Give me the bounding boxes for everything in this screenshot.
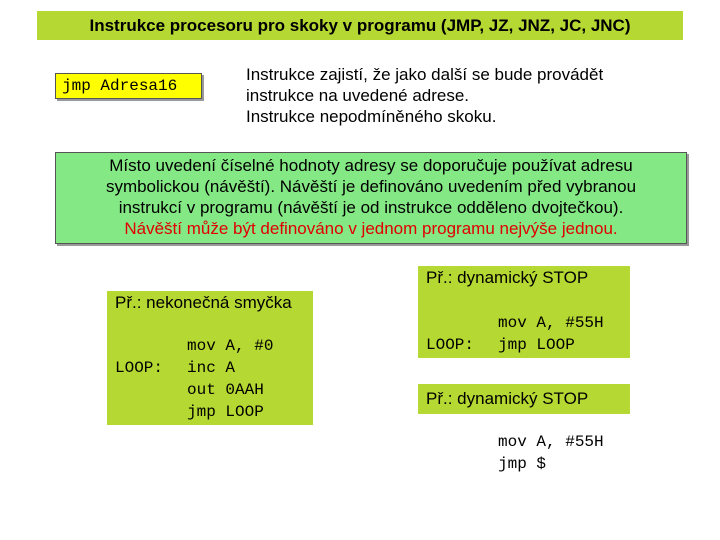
code-line: jmp LOOP [187,403,264,421]
description-line: Instrukce nepodmíněného skoku. [246,107,497,126]
code-line: mov A, #0 [187,337,274,355]
code-line: mov A, #55H [498,314,604,332]
page-title: Instrukce procesoru pro skoky v programu (JMP, JZ, JNZ, JC, JNC) [37,11,683,40]
note-line: symbolickou (návěští). Návěští je definováno uvedením před vybranou [105,177,637,196]
example-stop-label: Př.: dynamický STOP [418,266,630,292]
description-line: instrukce na uvedené adrese. [246,86,470,105]
code-line: jmp $ [498,455,547,473]
instruction-description [246,64,686,127]
code-line: mov A, #55H [498,433,604,451]
note-line: Místo uvedení číselné hodnoty adresy se doporučuje používat adresu [109,156,633,175]
code-label: LOOP: [115,359,164,377]
note-warning: Návěští může být definováno v jednom programu nejvýše jednou. [124,219,618,238]
label-note [55,152,687,244]
instruction-syntax: jmp Adresa16 [55,73,202,99]
description-line: Instrukce zajistí, že jako další se bude provádět [246,65,604,84]
example-stop-code [418,292,630,358]
code-line: out 0AAH [187,381,264,399]
note-line: instrukcí v programu (návěští je od instrukce odděleno dvojtečkou). [118,198,624,217]
code-line: inc A [187,359,236,377]
example-loop-code [107,317,313,425]
example-loop-label: Př.: nekonečná smyčka [107,291,313,317]
code-label: LOOP: [426,336,475,354]
example-stop2-code [498,431,604,475]
example-stop2-label: Př.: dynamický STOP [418,384,630,414]
code-line: jmp LOOP [498,336,575,354]
